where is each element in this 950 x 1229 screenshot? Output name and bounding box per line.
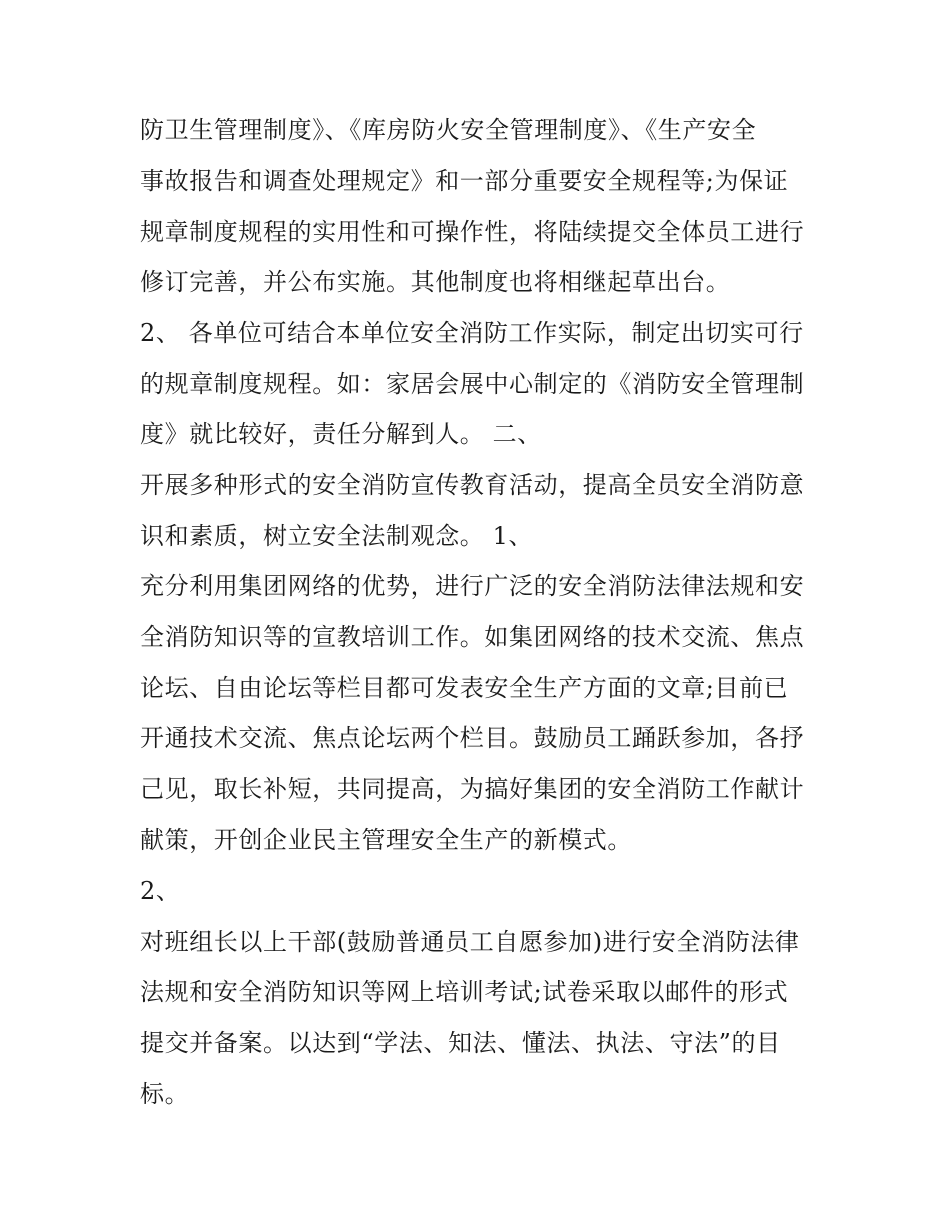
text-line: 防卫生管理制度》、《库房防火安全管理制度》、《生产安全 bbox=[140, 116, 757, 144]
text-line: 修订完善，并公布实施。其他制度也将相继起草出台。 bbox=[140, 268, 731, 296]
text-line: 论坛、自由论坛等栏目都可发表安全生产方面的文章;目前已 bbox=[140, 674, 789, 702]
text-line: 标。 bbox=[140, 1080, 190, 1108]
text-line: 2、 各单位可结合本单位安全消防工作实际，制定出切实可行 bbox=[140, 319, 804, 347]
text-line: 识和素质，树立安全法制观念。 1、 bbox=[140, 522, 534, 550]
text-line: 2、 bbox=[140, 877, 181, 905]
text-line: 对班组长以上干部(鼓励普通员工自愿参加)进行安全消防法律 bbox=[140, 928, 800, 956]
text-line: 度》就比较好，责任分解到人。 二、 bbox=[140, 420, 542, 448]
text-line: 提交并备案。以达到“学法、知法、懂法、执法、守法”的目 bbox=[140, 1029, 781, 1057]
text-line: 开展多种形式的安全消防宣传教育活动，提高全员安全消防意 bbox=[140, 471, 805, 499]
text-line: 法规和安全消防知识等网上培训考试;试卷采取以邮件的形式 bbox=[140, 978, 789, 1006]
text-line: 事故报告和调查处理规定》和一部分重要安全规程等;为保证 bbox=[140, 167, 789, 195]
text-line: 规章制度规程的实用性和可操作性，将陆续提交全体员工进行 bbox=[140, 218, 805, 246]
text-line: 充分利用集团网络的优势，进行广泛的安全消防法律法规和安 bbox=[140, 572, 805, 600]
text-line: 的规章制度规程。如：家居会展中心制定的《消防安全管理制 bbox=[140, 370, 805, 398]
text-line: 全消防知识等的宣教培训工作。如集团网络的技术交流、焦点 bbox=[140, 623, 805, 651]
text-line: 己见，取长补短，共同提高，为搞好集团的安全消防工作献计 bbox=[140, 775, 805, 803]
text-line: 献策，开创企业民主管理安全生产的新模式。 bbox=[140, 826, 632, 854]
text-line: 开通技术交流、焦点论坛两个栏目。鼓励员工踊跃参加，各抒 bbox=[140, 724, 805, 752]
